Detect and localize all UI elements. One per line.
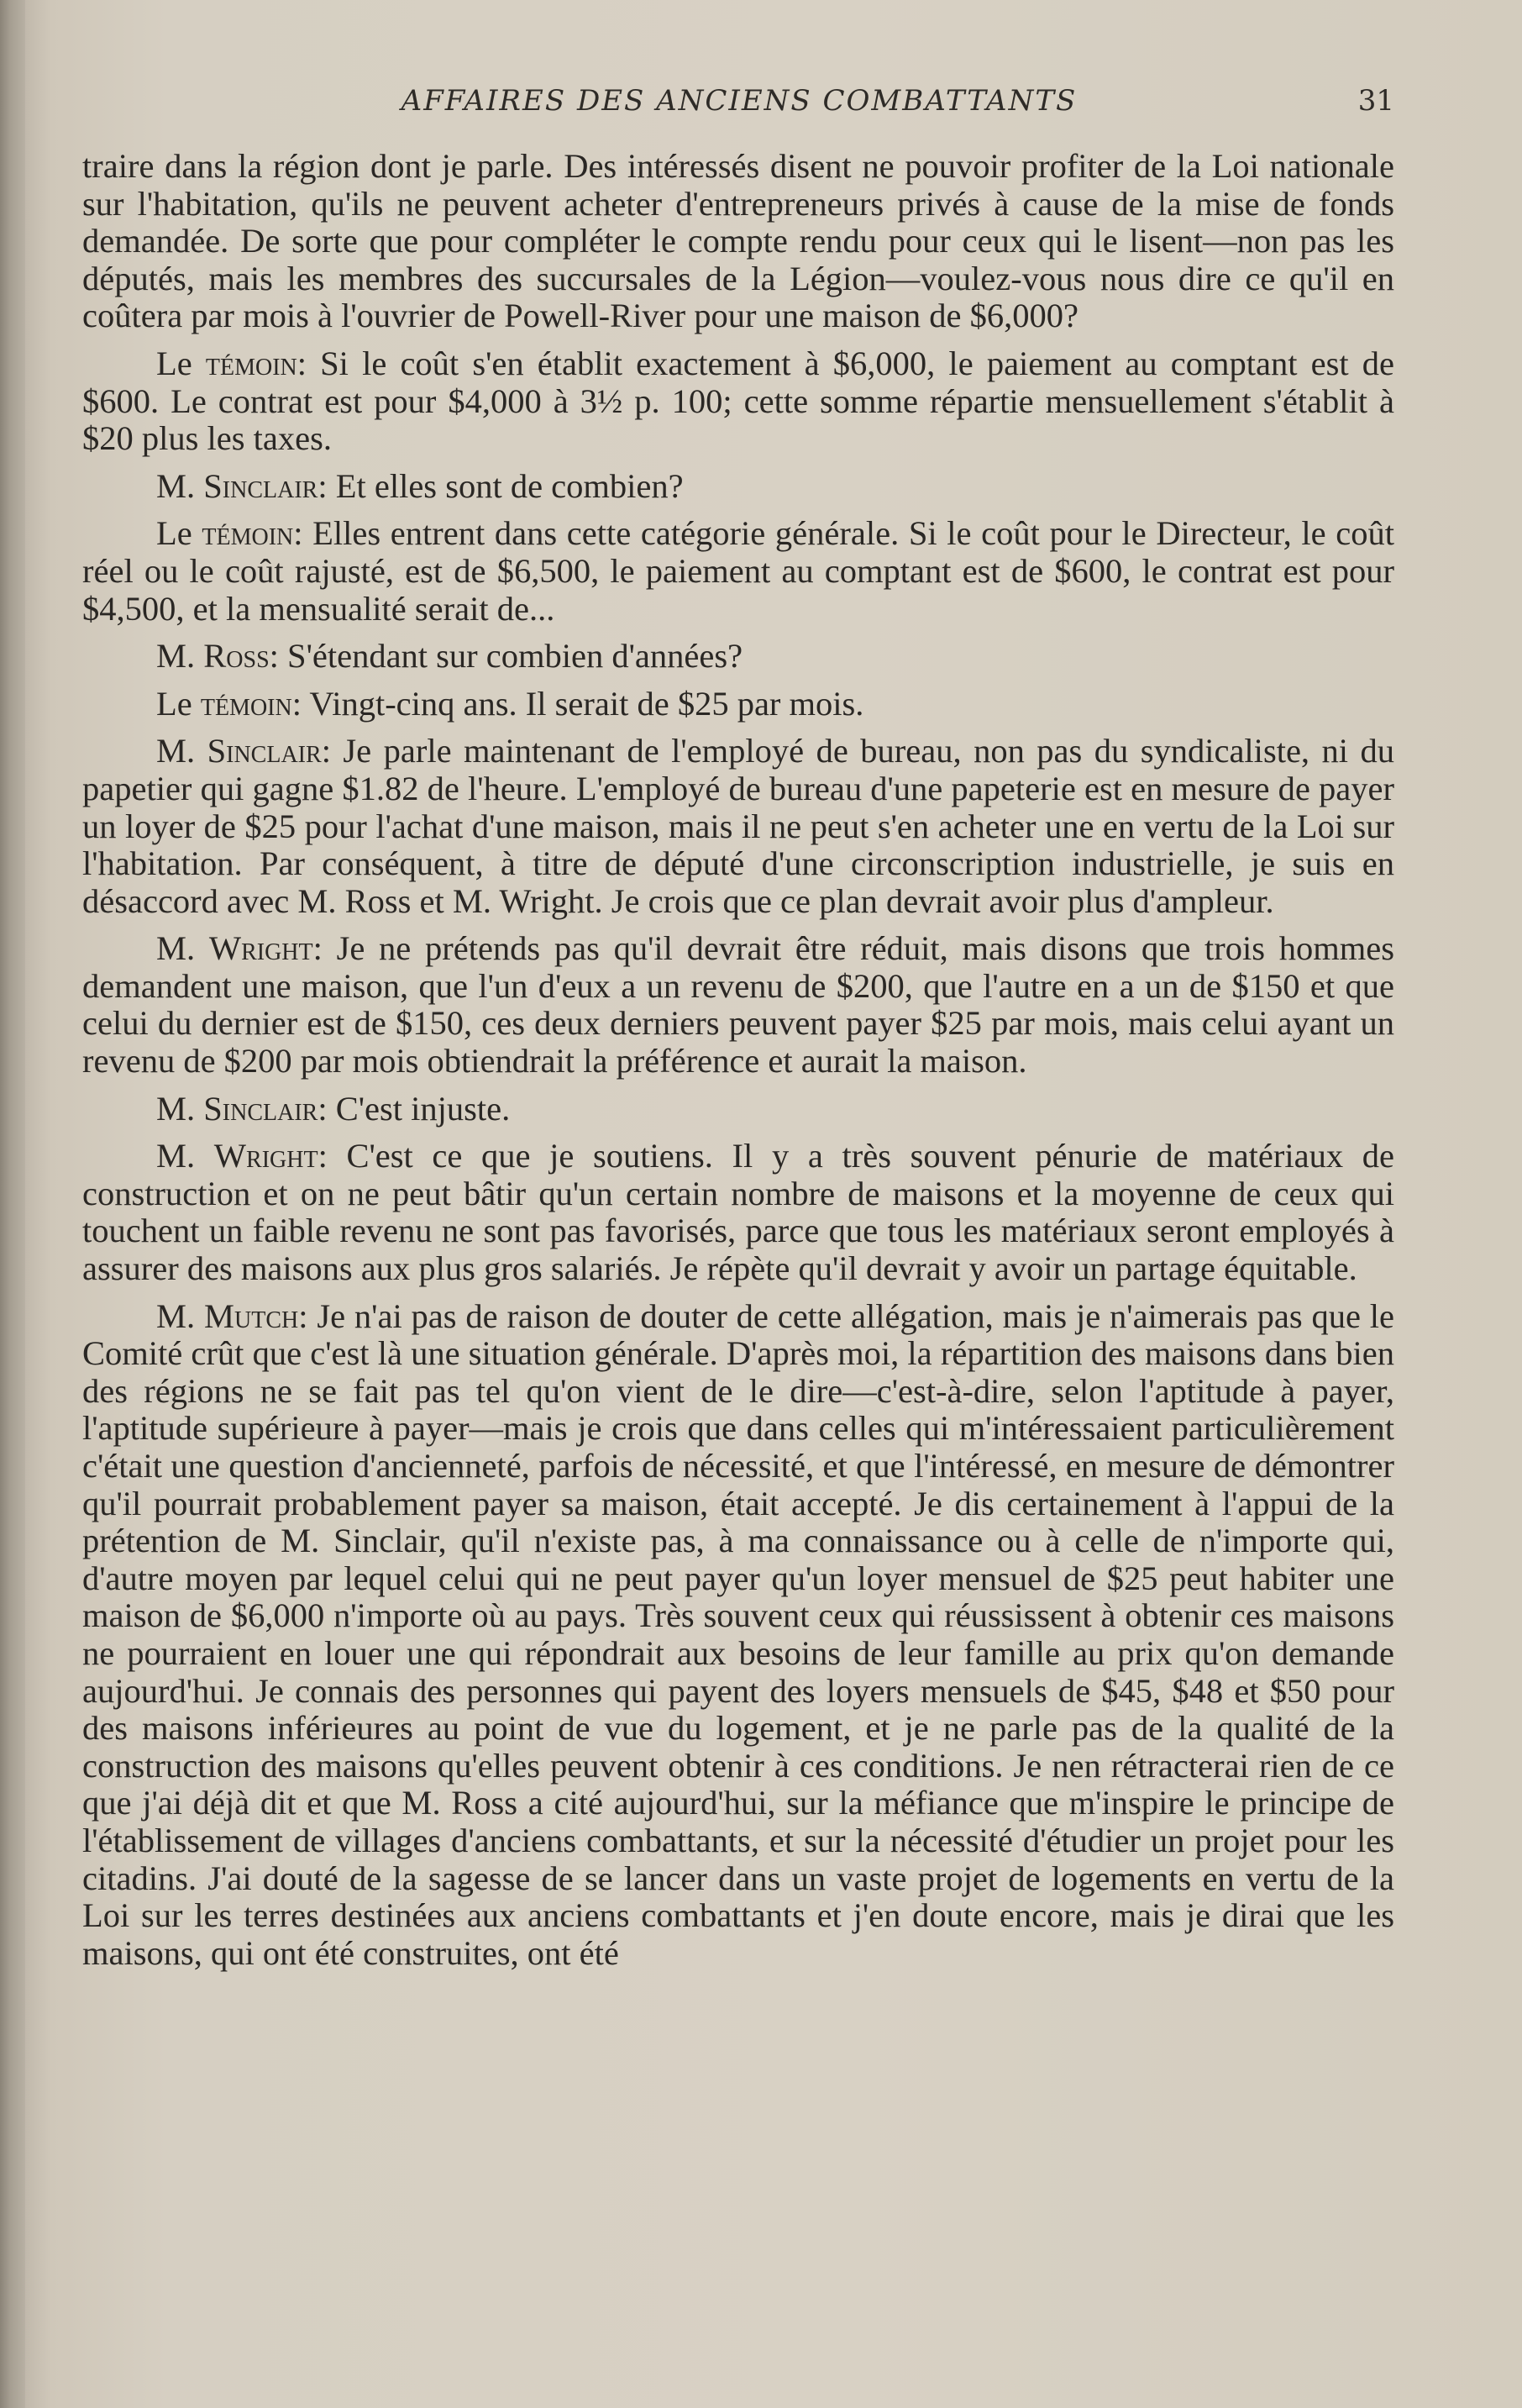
paragraph-text: Je ne prétends pas qu'il devrait être réduit, mais disons que trois hommes demandent une maison, que l'un d'eux a un revenu de $200, que l'autre en a un de $150 et que celui du dernier est de $150, ces deux derniers peuvent payer $25 par mois, mais celui ayant un revenu de $200 par mois obtiendrait la préférence et aurait la maison. [82,929,1394,1080]
speaker-prefix: Le [156,514,192,553]
paragraph-text: Je parle maintenant de l'employé de bureau, non pas du syndicaliste, ni du papetier qui gagne $1.82 de l'heure. L'employé de bureau d'une papeterie est en mesure de payer un loyer de $25 pour l'achat d'une maison, mais il ne peut s'en acheter une en vertu de la Loi sur l'habitation. Par conséquent, à titre de député d'une circonscription industrielle, je suis en désaccord avec M. Ross et M. Wright. Je crois que ce plan devrait avoir plus d'ampleur. [82,732,1394,920]
paragraph-mutch-1: M. Mutch: Je n'ai pas de raison de douter de cette allégation, mais je n'aimerais pas que le Comité crût que c'est là une situation générale. D'après moi, la répartition des maisons dans bien des régions ne se fait pas tel qu'on vient de le dire—c'est-à-dire, selon l'aptitude à payer, l'aptitude supérieure à payer—mais je crois que dans celles qui m'intéressaient particulièrement c'était une question d'ancienneté, parfois de nécessité, et que l'intéressé, en mesure de démontrer qu'il pourrait probablement payer sa maison, était accepté. Je dis certainement à l'appui de la prétention de M. Sinclair, qu'il n'existe pas, à ma connaissance ou à celle de n'importe qui, d'autre moyen par lequel celui qui ne peut payer qu'un loyer mensuel de $25 peut habiter une maison de $6,000 n'importe où au pays. Très souvent ceux qui réussissent à obtenir ces maisons ne pourraient en louer une qui répondrait aux besoins de leur famille au prix qu'on demande aujourd'hui. Je connais des personnes qui payent des loyers mensuels de $45, $48 et $50 pour des maisons inférieures au point de vue du logement, et je ne parle pas de la qualité de la construction des maisons qu'elles peuvent obtenir à ces conditions. Je nen rétracterai rien de ce que j'ai déjà dit et que M. Ross a cité aujourd'hui, sur la méfiance que m'inspire le principe de l'établissement de villages d'anciens combattants, et sur la nécessité d'étudier un projet pour les citadins. J'ai douté de la sagesse de se lancer dans un vaste projet de logements en vertu de la Loi sur les terres destinées aux anciens combattants et j'en doute encore, mais je dirai que les maisons, qui ont été construites, ont été [82,1296,1395,1972]
speaker-name: Ross [203,637,270,676]
speaker-name: Wright [208,929,313,968]
speaker-name: Wright [213,1137,318,1175]
speaker-name: Sinclair [207,732,322,770]
speaker-prefix: Le [156,684,192,723]
speaker-name: témoin [205,344,297,382]
speaker-prefix: M. [156,929,196,968]
paragraph-text: Vingt-cinq ans. Il serait de $25 par mois. [309,684,864,723]
paragraph-text: Elles entrent dans cette catégorie générale. Si le coût pour le Directeur, le coût réel ou le coût rajusté, est de $6,500, le paiement au comptant est de $600, le contrat est pour $4,500, et la mensualité serait de... [82,514,1394,628]
speaker-name: Sinclair [203,466,318,505]
paragraph-text: C'est injuste. [335,1089,511,1128]
speaker-name: Sinclair [203,1089,318,1128]
paragraph-witness-2: Le témoin: Elles entrent dans cette catégorie générale. Si le coût pour le Directeur, le coût réel ou le coût rajusté, est de $6,500, le paiement au comptant est de $600, le contrat est pour $4,500, et la mensualité serait de... [82,514,1394,628]
speaker-name: Mutch [204,1296,299,1335]
paragraph-text: traire dans la région dont je parle. Des intéressés disent ne pouvoir profiter de la Loi nationale sur l'habitation, qu'ils ne peuvent acheter d'entrepreneurs privés à cause de la mise de fonds demandée. De sorte que pour compléter le compte rendu pour ceux qui le lisent—non pas les députés, mais les membres des succursales de la Légion—voulez-vous nous dire ce qu'il en coûtera par mois à l'ouvrier de Powell-River pour une maison de $6,000? [82,147,1394,335]
page-header [84,84,1394,126]
transcript-body [82,148,1394,1982]
paragraph-witness-1: Le témoin: Si le coût s'en établit exactement à $6,000, le paiement au comptant est de $600. Le contrat est pour $4,000 à 3½ p. 100; cette somme répartie mensuellement s'établit à $20 plus les taxes. [82,344,1394,458]
paragraph-sinclair-3: M. Sinclair: C'est injuste. [156,1089,511,1128]
paragraph-wright-2: M. Wright: C'est ce que je soutiens. Il y a très souvent pénurie de matériaux de construction et on ne peut bâtir qu'un certain nombre de maisons et la moyenne de ceux qui touchent un faible revenu ne sont pas favorisés, parce que tous les matériaux seront employés à assurer des maisons aux plus gros salariés. Je répète qu'il devrait y avoir un partage équitable. [82,1137,1394,1288]
paragraph-text: S'étendant sur combien d'années? [287,637,743,676]
speaker-prefix: M. [156,1137,196,1175]
paragraph-witness-3: Le témoin: Vingt-cinq ans. Il serait de $25 par mois. [156,684,864,723]
speaker-prefix: M. [156,732,196,770]
running-title: AFFAIRES DES ANCIENS COMBATTANTS [401,84,1078,118]
speaker-name: témoin [200,684,292,723]
paragraph-ross-1: M. Ross: S'étendant sur combien d'années? [156,637,743,676]
speaker-prefix: M. [156,637,196,676]
speaker-prefix: M. [156,1296,196,1335]
page-binding-shadow [0,0,25,2408]
speaker-prefix: M. [156,466,196,505]
paragraph-sinclair-1: M. Sinclair: Et elles sont de combien? [156,466,684,505]
paragraph-text: C'est ce que je soutiens. Il y a très souvent pénurie de matériaux de construction et on ne peut bâtir qu'un certain nombre de maisons et la moyenne de ceux qui touchent un faible revenu ne sont pas favorisés, parce que tous les matériaux seront employés à assurer des maisons aux plus gros salariés. Je répète qu'il devrait y avoir un partage équitable. [82,1137,1394,1288]
speaker-name: témoin [202,514,294,553]
paragraph-text: Je n'ai pas de raison de douter de cette allégation, mais je n'aimerais pas que le Comité crût que c'est là une situation générale. D'après moi, la répartition des maisons dans bien des régions ne se fait pas tel qu'on vient de le dire—c'est-à-dire, selon l'aptitude à payer, l'aptitude supérieure à payer—mais je crois que dans celles qui m'intéressaient particulièrement c'était une question d'ancienneté, parfois de nécessité, et que l'intéressé, en mesure de démontrer qu'il pourrait probablement payer sa maison, était accepté. Je dis certainement à l'appui de la prétention de M. Sinclair, qu'il n'existe pas, à ma connaissance ou à celle de n'importe qui, d'autre moyen par lequel celui qui ne peut payer qu'un loyer mensuel de $25 peut habiter une maison de $6,000 n'importe où au pays. Très souvent ceux qui réussissent à obtenir ces maisons ne pourraient en louer une qui répondrait aux besoins de leur famille au prix qu'on demande aujourd'hui. Je connais des personnes qui payent des loyers mensuels de $45, $48 et $50 pour des maisons inférieures au point de vue du logement, et je ne parle pas de la qualité de la construction des maisons qu'elles peuvent obtenir à ces conditions. Je nen rétracterai rien de ce que j'ai déjà dit et que M. Ross a cité aujourd'hui, sur la méfiance que m'inspire le principe de l'établissement de villages d'anciens combattants, et sur la nécessité d'étudier un projet pour les citadins. J'ai douté de la sagesse de se lancer dans un vaste projet de logements en vertu de la Loi sur les terres destinées aux anciens combattants et j'en doute encore, mais je dirai que les maisons, qui ont été construites, ont été [82,1296,1395,1972]
paragraph-sinclair-2: M. Sinclair: Je parle maintenant de l'employé de bureau, non pas du syndicaliste, ni du papetier qui gagne $1.82 de l'heure. L'employé de bureau d'une papeterie est en mesure de payer un loyer de $25 pour l'achat d'une maison, mais il ne peut s'en acheter une en vertu de la Loi sur l'habitation. Par conséquent, à titre de député d'une circonscription industrielle, je suis en désaccord avec M. Ross et M. Wright. Je crois que ce plan devrait avoir plus d'ampleur. [82,732,1394,920]
paragraph-text: Et elles sont de combien? [335,466,684,505]
speaker-prefix: M. [156,1089,196,1128]
page-number: 31 [1357,84,1394,118]
paragraph-wright-1: M. Wright: Je ne prétends pas qu'il devrait être réduit, mais disons que trois hommes demandent une maison, que l'un d'eux a un revenu de $200, que l'autre en a un de $150 et que celui du dernier est de $150, ces deux derniers peuvent payer $25 par mois, mais celui ayant un revenu de $200 par mois obtiendrait la préférence et aurait la maison. [82,929,1394,1080]
paragraph-text: Si le coût s'en établit exactement à $6,000, le paiement au comptant est de $600. Le contrat est pour $4,000 à 3½ p. 100; cette somme répartie mensuellement s'établit à $20 plus les taxes. [82,344,1394,458]
paragraph-continuation [82,148,1394,335]
speaker-prefix: Le [156,344,192,382]
